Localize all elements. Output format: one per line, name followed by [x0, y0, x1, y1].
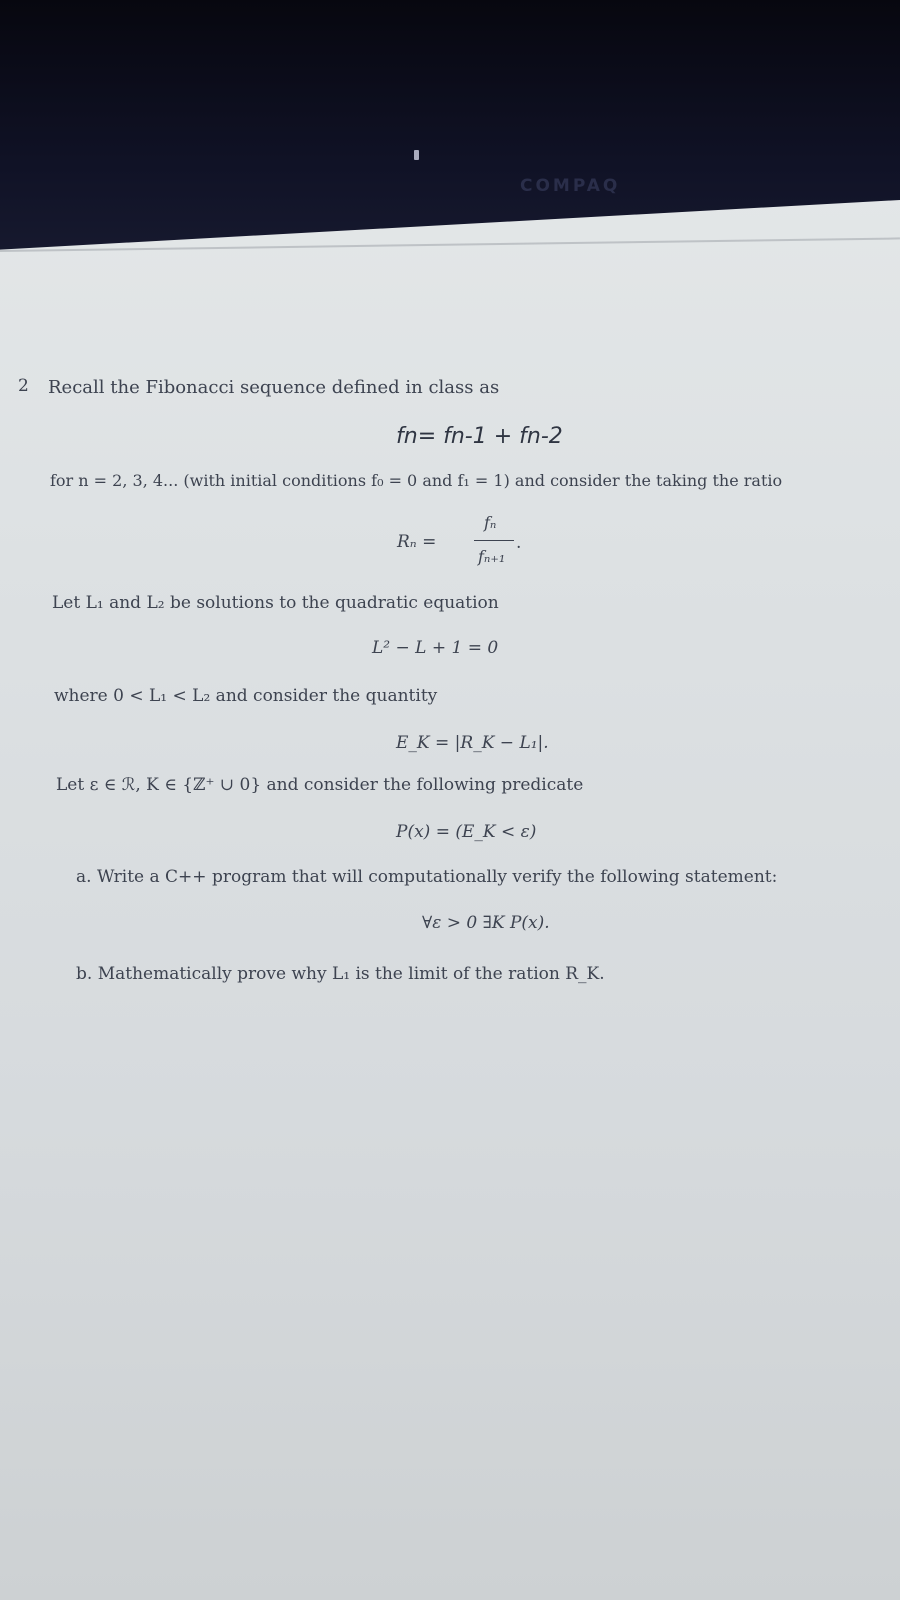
ratio-fraction-bar	[474, 540, 514, 541]
screen-reflection	[414, 150, 419, 160]
ratio-denominator: fₙ₊₁	[478, 547, 506, 566]
quantified-statement: ∀ε > 0 ∃K P(x).	[422, 913, 550, 933]
quadratic-equation: L² − L + 1 = 0	[372, 638, 499, 658]
part-a-text: a. Write a C++ program that will computationally verify the following statement:	[76, 867, 778, 887]
predicate-definition: P(x) = (E_K < ε)	[396, 822, 537, 842]
ratio-lhs: Rₙ =	[397, 532, 437, 552]
ratio-numerator: fₙ	[484, 513, 497, 532]
ratio-period: .	[516, 533, 522, 553]
monitor-brand-logo: COMPAQ	[520, 176, 621, 196]
problem-intro: Recall the Fibonacci sequence defined in class as	[48, 377, 500, 398]
error-definition: E_K = |R_K − L₁|.	[396, 733, 549, 753]
let-epsilon-text: Let ε ∈ ℛ, K ∈ {ℤ⁺ ∪ 0} and consider the following predicate	[56, 775, 584, 795]
handwritten-recurrence: fn= fn-1 + fn-2	[396, 424, 563, 449]
where-text: where 0 < L₁ < L₂ and consider the quantity	[54, 686, 438, 706]
initial-conditions-text: for n = 2, 3, 4... (with initial conditions f₀ = 0 and f₁ = 1) and consider the taking the ratio	[50, 471, 783, 490]
problem-number: 2	[18, 376, 29, 396]
let-l-text: Let L₁ and L₂ be solutions to the quadratic equation	[52, 593, 499, 613]
part-b-text: b. Mathematically prove why L₁ is the limit of the ration R_K.	[76, 964, 605, 984]
